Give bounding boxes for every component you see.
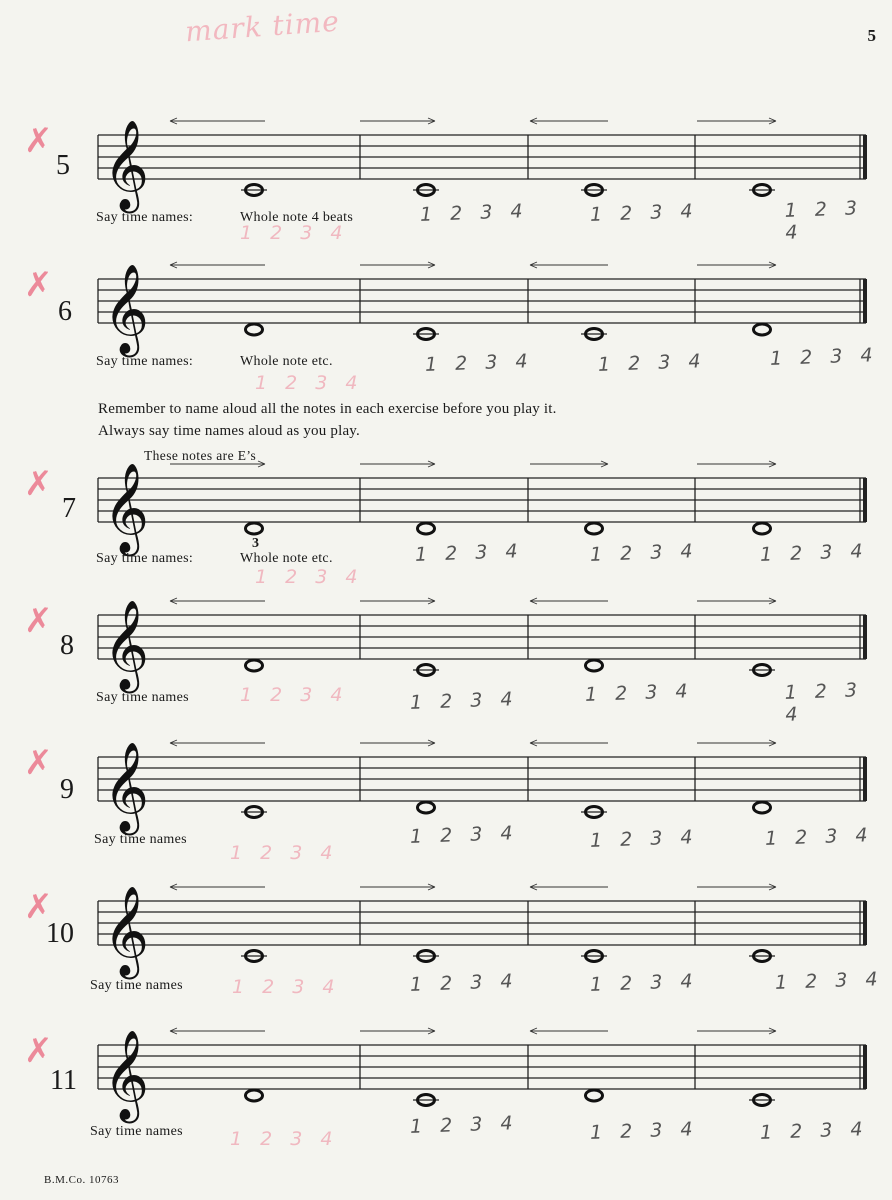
page-number: 5 bbox=[867, 26, 876, 45]
handwritten-count: 1 2 3 4 bbox=[589, 826, 699, 852]
note-description: Whole note etc. bbox=[240, 551, 333, 566]
exercise-number: 10 bbox=[46, 918, 74, 949]
handwritten-count: 1 2 3 4 bbox=[759, 1118, 869, 1144]
treble-clef-icon: 𝄞 bbox=[103, 463, 150, 553]
final-barline-thick bbox=[863, 1045, 867, 1089]
handwritten-count: 1 2 3 4 bbox=[409, 688, 519, 714]
whole-note bbox=[418, 523, 435, 534]
handwritten-count: 1 2 3 4 bbox=[589, 1118, 699, 1144]
exercise-9 bbox=[0, 732, 892, 862]
handwritten-title: mark time bbox=[184, 4, 341, 49]
final-barline-thick bbox=[863, 135, 867, 179]
instruction-line: Remember to name aloud all the notes in each exercise before you play it. bbox=[98, 401, 557, 417]
red-x-mark: ✗ bbox=[24, 464, 53, 504]
whole-note bbox=[754, 324, 771, 335]
whole-note bbox=[418, 802, 435, 813]
say-time-names-label: Say time names bbox=[94, 832, 187, 847]
say-time-names-label: Say time names: bbox=[96, 551, 194, 566]
handwritten-count: 1 2 3 4 bbox=[414, 540, 524, 566]
final-barline-thick bbox=[863, 279, 867, 323]
handwritten-count: 1 2 3 4 bbox=[759, 540, 869, 566]
handwritten-count: 1 2 3 4 bbox=[597, 350, 707, 376]
exercise-number: 6 bbox=[58, 296, 72, 327]
fingering-number: 3 bbox=[252, 536, 259, 551]
treble-clef-icon: 𝄞 bbox=[103, 600, 150, 690]
handwritten-count: 1 2 3 4 bbox=[784, 679, 864, 726]
note-annotation: These notes are E’s bbox=[144, 448, 257, 463]
faint-count: 1 2 3 4 bbox=[230, 1128, 339, 1150]
handwritten-count: 1 2 3 4 bbox=[584, 680, 694, 706]
whole-note bbox=[586, 1090, 603, 1101]
whole-note bbox=[754, 523, 771, 534]
treble-clef-icon: 𝄞 bbox=[103, 742, 150, 832]
exercise-number: 8 bbox=[60, 630, 74, 661]
faint-count: 1 2 3 4 bbox=[230, 842, 339, 864]
handwritten-count: 1 2 3 4 bbox=[764, 824, 874, 850]
say-time-names-label: Say time names: bbox=[96, 210, 194, 225]
final-barline-thick bbox=[863, 757, 867, 801]
red-x-mark: ✗ bbox=[24, 601, 53, 641]
final-barline-thick bbox=[863, 478, 867, 522]
instruction-line: Always say time names aloud as you play. bbox=[98, 423, 360, 439]
exercise-number: 7 bbox=[62, 493, 76, 524]
exercise-number: 5 bbox=[56, 150, 70, 181]
instructions bbox=[98, 398, 557, 442]
whole-note bbox=[246, 1090, 263, 1101]
exercise-number: 9 bbox=[60, 774, 74, 805]
whole-note bbox=[246, 324, 263, 335]
red-x-mark: ✗ bbox=[24, 265, 53, 305]
handwritten-count: 1 2 3 4 bbox=[589, 970, 699, 996]
handwritten-count: 1 2 3 4 bbox=[419, 200, 529, 226]
final-barline-thick bbox=[863, 901, 867, 945]
red-x-mark: ✗ bbox=[24, 887, 53, 927]
whole-note bbox=[246, 523, 263, 534]
handwritten-count: 1 2 3 4 bbox=[589, 200, 699, 226]
red-x-mark: ✗ bbox=[24, 121, 53, 161]
faint-count: 1 2 3 4 bbox=[232, 976, 341, 998]
treble-clef-icon: 𝄞 bbox=[103, 120, 150, 210]
final-barline-thick bbox=[863, 615, 867, 659]
whole-note bbox=[246, 660, 263, 671]
whole-note bbox=[586, 660, 603, 671]
handwritten-count: 1 2 3 4 bbox=[409, 970, 519, 996]
faint-count: 1 2 3 4 bbox=[255, 372, 364, 394]
exercise-10 bbox=[0, 876, 892, 1006]
say-time-names-label: Say time names bbox=[90, 1124, 183, 1139]
say-time-names-label: Say time names bbox=[96, 690, 189, 705]
exercise-5 bbox=[0, 110, 892, 244]
publisher-code: B.M.Co. 10763 bbox=[44, 1174, 119, 1186]
red-x-mark: ✗ bbox=[24, 1031, 53, 1071]
handwritten-count: 1 2 3 4 bbox=[409, 822, 519, 848]
exercise-6 bbox=[0, 254, 892, 394]
red-x-mark: ✗ bbox=[24, 743, 53, 783]
note-description: Whole note etc. bbox=[240, 354, 333, 369]
faint-count: 1 2 3 4 bbox=[240, 684, 349, 706]
whole-note bbox=[586, 523, 603, 534]
note-description: Whole note 4 beats bbox=[240, 210, 354, 225]
handwritten-count: 1 2 3 4 bbox=[774, 968, 884, 994]
treble-clef-icon: 𝄞 bbox=[103, 264, 150, 354]
handwritten-count: 1 2 3 4 bbox=[424, 350, 534, 376]
whole-note bbox=[754, 802, 771, 813]
handwritten-count: 1 2 3 4 bbox=[784, 197, 864, 244]
handwritten-count: 1 2 3 4 bbox=[589, 540, 699, 566]
handwritten-count: 1 2 3 4 bbox=[769, 344, 879, 370]
faint-count: 1 2 3 4 bbox=[240, 222, 349, 244]
exercise-11 bbox=[0, 1020, 892, 1150]
faint-count: 1 2 3 4 bbox=[255, 566, 364, 588]
treble-clef-icon: 𝄞 bbox=[103, 1030, 150, 1120]
exercise-number: 11 bbox=[50, 1065, 77, 1096]
exercise-7 bbox=[0, 448, 892, 588]
exercise-8 bbox=[0, 590, 892, 726]
handwritten-count: 1 2 3 4 bbox=[409, 1112, 519, 1138]
say-time-names-label: Say time names: bbox=[96, 354, 194, 369]
say-time-names-label: Say time names bbox=[90, 978, 183, 993]
treble-clef-icon: 𝄞 bbox=[103, 886, 150, 976]
